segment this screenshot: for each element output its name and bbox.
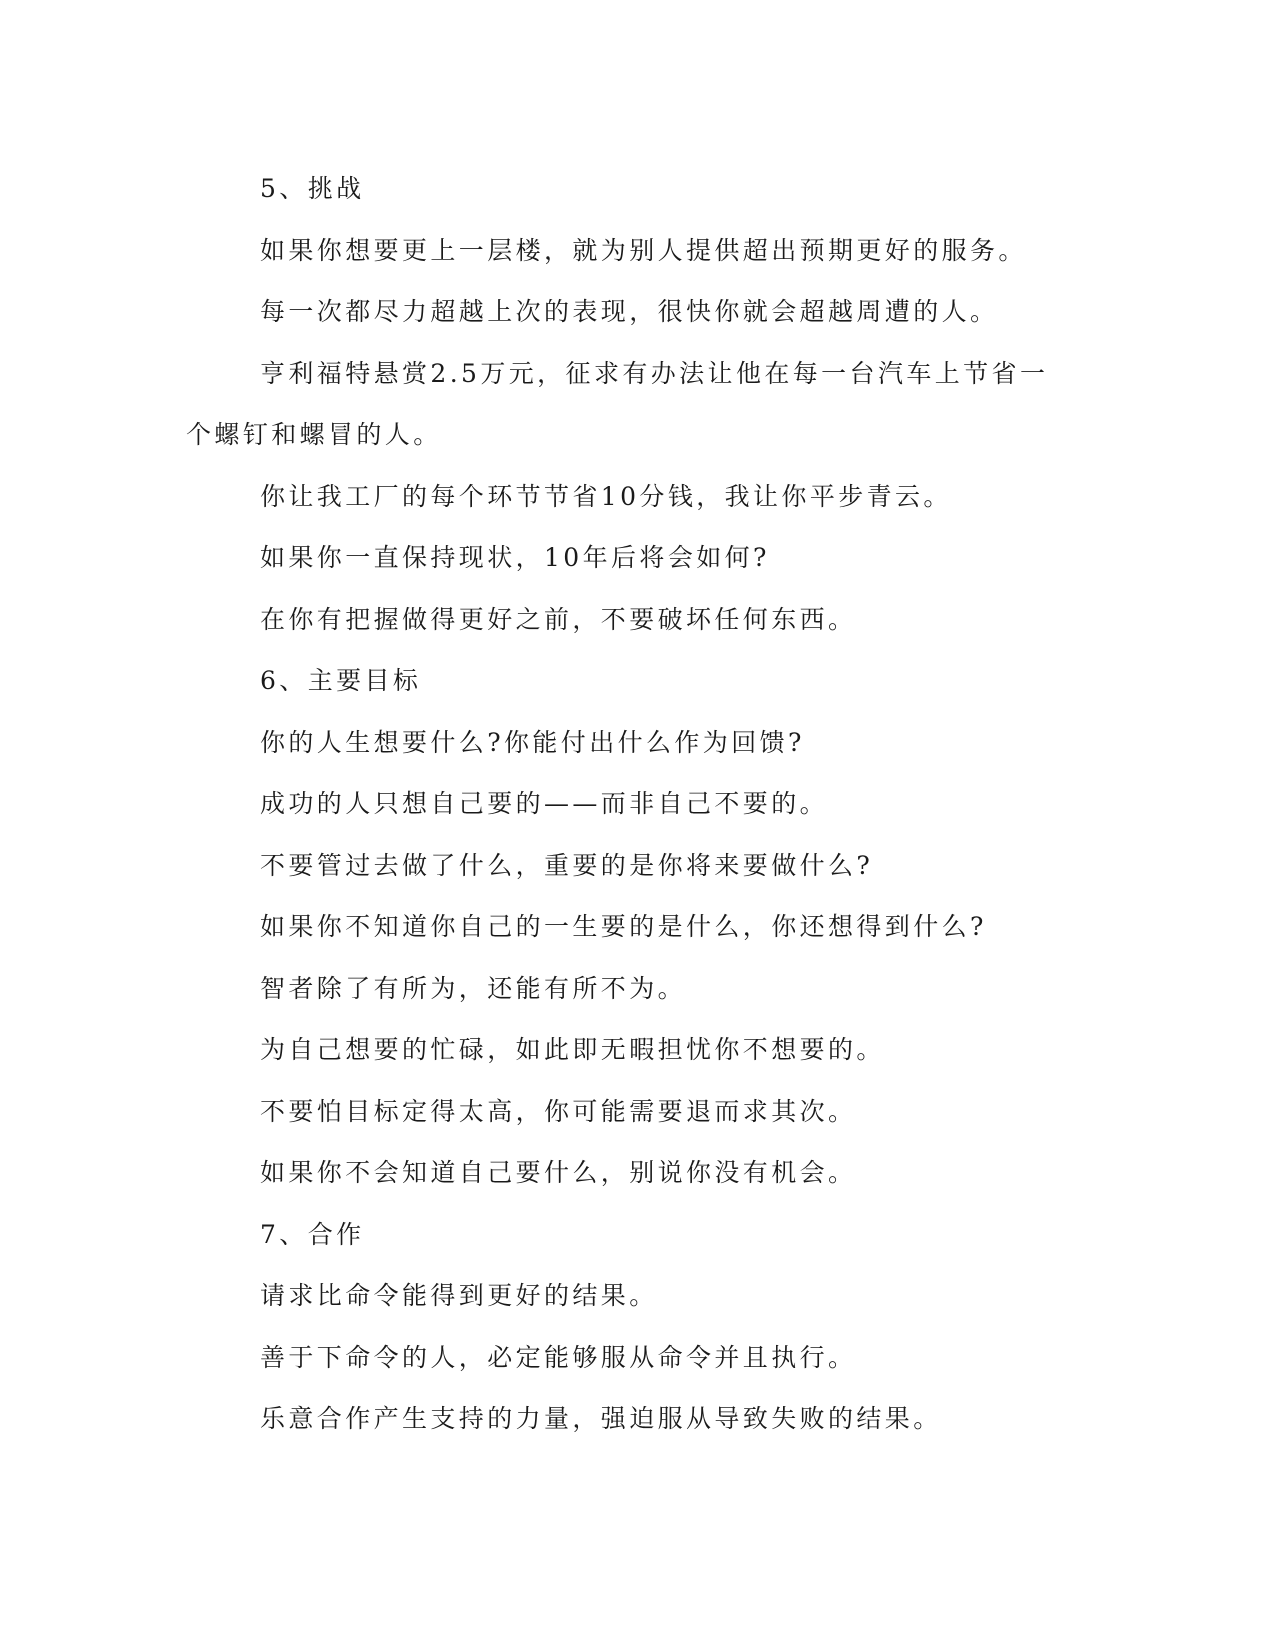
paragraph: 智者除了有所为，还能有所不为。: [260, 973, 687, 1003]
paragraph: 请求比命令能得到更好的结果。: [260, 1281, 658, 1310]
paragraph: 如果你不知道你自己的一生要的是什么，你还想得到什么?: [260, 912, 987, 941]
paragraph: 成功的人只想自己要的——而非自己不要的。: [260, 789, 829, 818]
paragraph: 不要管过去做了什么，重要的是你将来要做什么?: [260, 850, 874, 880]
section-heading-challenge: 5、挑战: [260, 174, 365, 203]
paragraph: 不要怕目标定得太高，你可能需要退而求其次。: [260, 1096, 857, 1126]
paragraph: 乐意合作产生支持的力量，强迫服从导致失败的结果。: [260, 1404, 942, 1433]
paragraph: 如果你想要更上一层楼，就为别人提供超出预期更好的服务。: [260, 235, 1027, 265]
document-body: [186, 158, 1066, 1450]
paragraph: 你让我工厂的每个环节节省10分钱，我让你平步青云。: [260, 481, 952, 511]
section-heading-main-goal: 6、主要目标: [260, 666, 422, 695]
paragraph: 为自己想要的忙碌，如此即无暇担忧你不想要的。: [260, 1035, 885, 1064]
paragraph: 如果你不会知道自己要什么，别说你没有机会。: [260, 1158, 857, 1187]
paragraph: 每一次都尽力超越上次的表现，很快你就会超越周遭的人。: [260, 297, 999, 326]
paragraph: 在你有把握做得更好之前，不要破坏任何东西。: [260, 604, 857, 634]
paragraph: 善于下命令的人，必定能够服从命令并且执行。: [260, 1342, 857, 1372]
section-heading-cooperation: 7、合作: [260, 1219, 365, 1249]
paragraph: 如果你一直保持现状，10年后将会如何?: [260, 543, 770, 572]
paragraph: 你的人生想要什么?你能付出什么作为回馈?: [260, 727, 805, 757]
paragraph: 亨利福特悬赏2.5万元，征求有办法让他在每一台汽车上节省一个螺钉和螺冒的人。: [186, 358, 1049, 449]
